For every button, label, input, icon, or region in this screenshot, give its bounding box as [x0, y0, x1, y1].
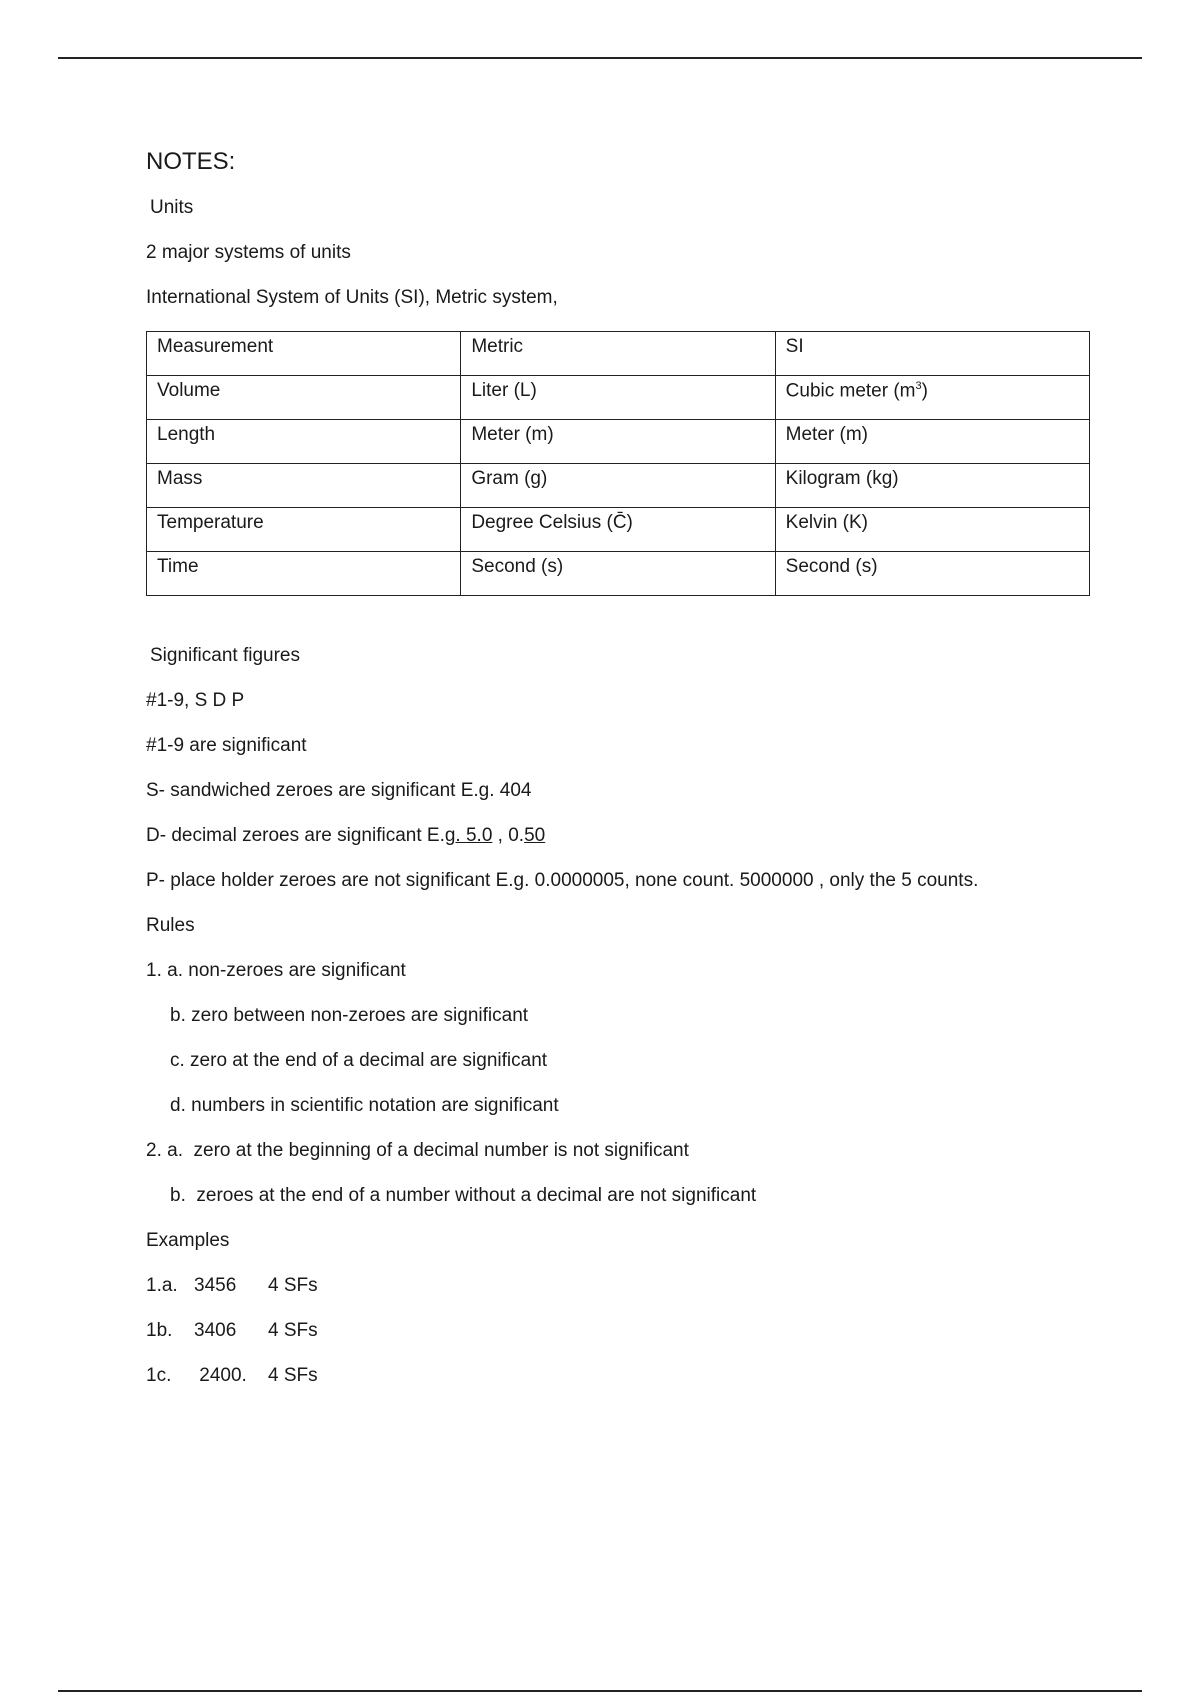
example-label: 1c. — [146, 1365, 172, 1386]
superscript-3: 3 — [915, 380, 922, 392]
table-cell — [775, 376, 1089, 420]
table-cell: Degree Celsius (C̄) — [461, 508, 775, 552]
table-row — [147, 464, 1090, 508]
table-cell: Gram (g) — [461, 464, 775, 508]
table-cell: Time — [147, 552, 461, 596]
table-row — [147, 508, 1090, 552]
rule-item: d. numbers in scientific notation are significant — [170, 1095, 559, 1116]
table-cell: Mass — [147, 464, 461, 508]
example-label: 1b. — [146, 1320, 173, 1341]
table-cell: Kilogram (kg) — [775, 464, 1089, 508]
sdp-line: #1-9, S D P — [146, 690, 245, 711]
units-table — [146, 331, 1090, 596]
example-sfs: 4 SFs — [268, 1365, 318, 1386]
rule-item: b. zeroes at the end of a number without a decimal are not significant — [170, 1185, 757, 1206]
si-volume-text: Cubic meter (m — [785, 380, 916, 402]
example-number: 3456 — [194, 1275, 237, 1296]
table-cell: Second (s) — [775, 552, 1089, 596]
sandwiched-line: S- sandwiched zeroes are significant E.g. 404 — [146, 780, 532, 801]
examples-heading: Examples — [146, 1230, 230, 1251]
table-cell: Kelvin (K) — [775, 508, 1089, 552]
decimal-middle: , 0. — [492, 825, 525, 846]
table-row — [147, 420, 1090, 464]
decimal-example-1: . 5.0 — [455, 825, 493, 846]
table-header-cell: Metric — [461, 332, 775, 376]
top-rule — [58, 57, 1142, 59]
systems-line: 2 major systems of units — [146, 242, 351, 263]
table-row — [147, 552, 1090, 596]
bottom-rule — [58, 1690, 1142, 1692]
rule-item: 2. a. zero at the beginning of a decimal number is not significant — [146, 1140, 689, 1161]
table-row — [147, 376, 1090, 420]
table-cell: Length — [147, 420, 461, 464]
si-volume-close: ) — [921, 380, 928, 402]
table-cell: Meter (m) — [775, 420, 1089, 464]
example-row — [146, 1319, 1106, 1343]
units-heading: Units — [150, 197, 194, 218]
example-row — [146, 1274, 1106, 1298]
example-number: 2400. — [194, 1365, 247, 1386]
rule-item: 1. a. non-zeroes are significant — [146, 960, 406, 981]
example-sfs: 4 SFs — [268, 1320, 318, 1341]
example-sfs: 4 SFs — [268, 1275, 318, 1296]
decimal-example-2: 50 — [524, 825, 546, 846]
nonzero-line: #1-9 are significant — [146, 735, 307, 756]
example-row — [146, 1364, 1106, 1388]
rule-item: c. zero at the end of a decimal are significant — [170, 1050, 548, 1071]
page-title: NOTES: — [146, 148, 236, 175]
decimal-line — [146, 824, 1106, 848]
placeholder-line: P- place holder zeroes are not significant E.g. 0.0000005, none count. 5000000 , only the 5 counts. — [146, 870, 979, 891]
table-cell: Meter (m) — [461, 420, 775, 464]
table-cell: Temperature — [147, 508, 461, 552]
example-number: 3406 — [194, 1320, 237, 1341]
table-header-cell: SI — [775, 332, 1089, 376]
table-header-cell: Measurement — [147, 332, 461, 376]
notes-page — [146, 140, 1106, 1409]
table-cell: Volume — [147, 376, 461, 420]
rules-heading: Rules — [146, 915, 195, 936]
sigfig-heading: Significant figures — [150, 645, 300, 666]
rule-item: b. zero between non-zeroes are significant — [170, 1005, 529, 1026]
table-cell: Liter (L) — [461, 376, 775, 420]
decimal-prefix: D- decimal zeroes are significant E.g — [146, 825, 456, 846]
table-cell: Second (s) — [461, 552, 775, 596]
example-label: 1.a. — [146, 1275, 178, 1296]
systems-names: International System of Units (SI), Metric system, — [146, 287, 558, 308]
table-header-row — [147, 332, 1090, 376]
